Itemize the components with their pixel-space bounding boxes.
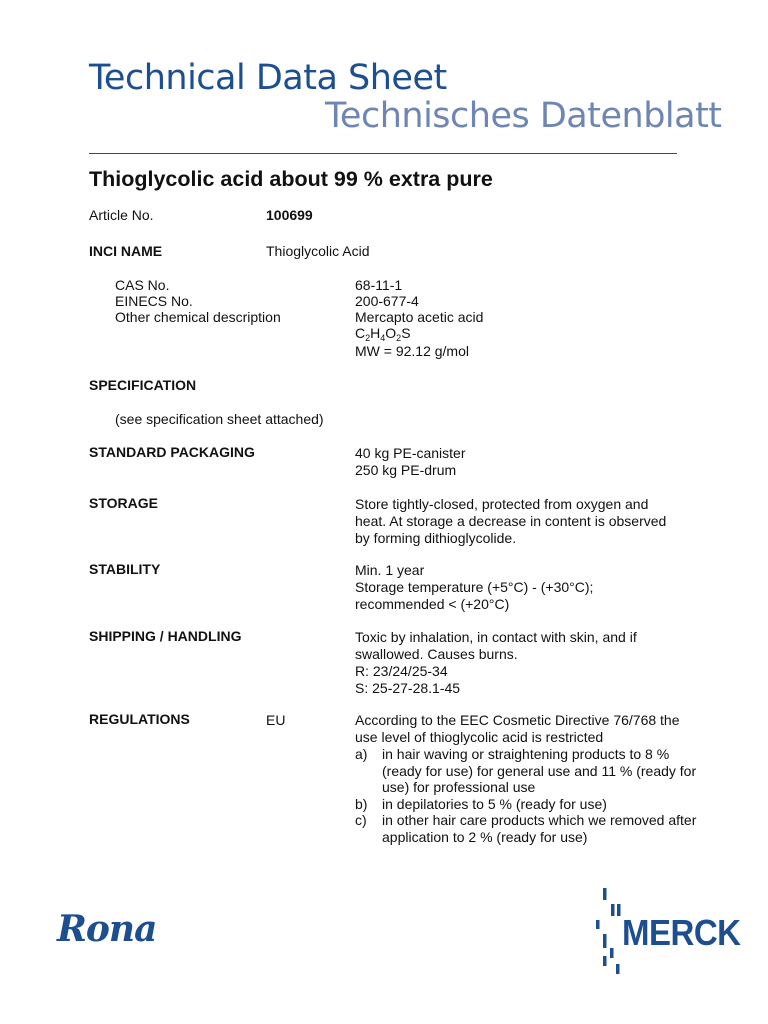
rona-logo: Rona (57, 908, 157, 950)
einecs-value: 200-677-4 (355, 293, 419, 309)
cas-value: 68-11-1 (355, 277, 403, 293)
doc-title-de: Technisches Datenblatt (325, 96, 722, 136)
storage-text: Store tightly-closed, protected from oxygen and heat. At storage a decrease in content is observed by forming dithioglycolide. (355, 496, 667, 546)
shipping-text: Toxic by inhalation, in contact with skin, and if swallowed. Causes burns. R: 23/24/25-34 S: 25-27-28.1-45 (355, 629, 637, 696)
stability-label: STABILITY (89, 561, 161, 577)
inci-value: Thioglycolic Acid (266, 243, 370, 259)
list-item: a) in hair waving or straightening products to 8 % (ready for use) for general use and 11 % (ready for use) for professional use (355, 746, 697, 795)
regulations-label: REGULATIONS (89, 711, 190, 727)
other-chem-label: Other chemical description (115, 309, 281, 325)
product-name: Thioglycolic acid about 99 % extra pure (89, 167, 493, 191)
regulations-list (355, 746, 712, 845)
regulations-region: EU (266, 712, 286, 728)
einecs-label: EINECS No. (115, 293, 193, 309)
header-divider (89, 153, 677, 154)
regulations-intro: According to the EEC Cosmetic Directive 76/768 the use level of thioglycolic acid is restricted (355, 712, 680, 745)
inci-label: INCI NAME (89, 243, 163, 259)
article-label: Article No. (89, 207, 154, 223)
list-item: b) in depilatories to 5 % (ready for use) (355, 795, 607, 812)
packaging-values: 40 kg PE-canister 250 kg PE-drum (355, 445, 466, 478)
molecular-weight: MW = 92.12 g/mol (355, 343, 469, 359)
list-item: c) in other hair care products which we removed after application to 2 % (ready for use) (355, 812, 697, 845)
stability-text: Min. 1 year Storage temperature (+5°C) - (+30°C); recommended < (+20°C) (355, 562, 594, 612)
chemical-formula: $C_2H_4O_2S$ (355, 325, 411, 343)
packaging-label: STANDARD PACKAGING (89, 444, 255, 460)
specification-label: SPECIFICATION (89, 377, 197, 393)
doc-title-en: Technical Data Sheet (89, 58, 447, 98)
cas-label: CAS No. (115, 277, 170, 293)
specification-note: (see specification sheet attached) (115, 411, 324, 427)
shipping-label: SHIPPING / HANDLING (89, 628, 242, 644)
article-number: 100699 (266, 207, 313, 223)
merck-logo: MERCK (622, 912, 741, 953)
other-chem-value: Mercapto acetic acid (355, 309, 484, 325)
storage-label: STORAGE (89, 495, 158, 511)
